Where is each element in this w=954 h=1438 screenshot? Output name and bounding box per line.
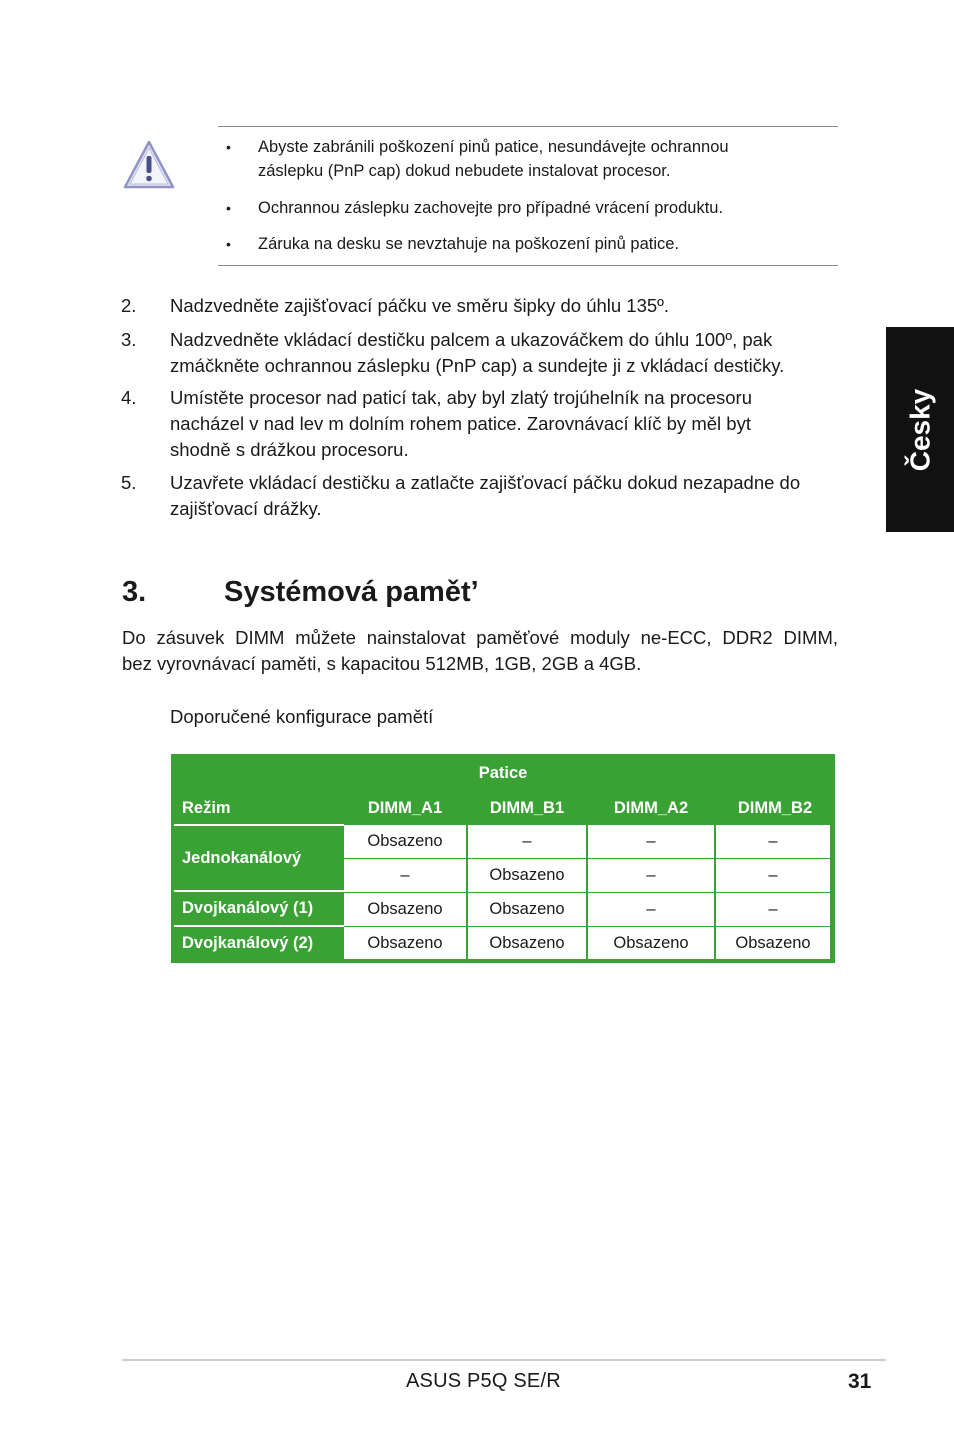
- step-number: 5.: [121, 472, 137, 493]
- caution-note-box: [218, 126, 838, 266]
- table-cell: Obsazeno: [588, 927, 714, 959]
- step-text: zajišťovací drážky.: [170, 498, 322, 519]
- table-cell: –: [468, 825, 586, 858]
- paragraph-line: bez vyrovnávací paměti, s kapacitou 512MB, 1GB, 2GB a 4GB.: [122, 653, 642, 674]
- note-bullet: •: [226, 139, 231, 155]
- section-number: 3.: [122, 576, 147, 608]
- table-cell: –: [716, 825, 830, 858]
- table-group-header: Patice: [478, 763, 528, 782]
- step-number: 3.: [121, 329, 137, 350]
- table-cell: Obsazeno: [344, 825, 466, 858]
- table-cell: Obsazeno: [716, 927, 830, 959]
- table-cell: –: [588, 893, 714, 926]
- table-row-mode: Dvojkanálový (1): [182, 899, 314, 917]
- step-text: nacházel v nad lev m dolním rohem patice. Zarovnávací klíč by měl byt: [170, 413, 751, 434]
- table-cell: –: [716, 893, 830, 926]
- section-title: Systémová pamět’: [224, 576, 479, 608]
- language-side-tab: [886, 327, 954, 532]
- table-header-mode: Režim: [182, 799, 231, 817]
- step-text: Uzavřete vkládací destičku a zatlačte zajišťovací páčku dokud nezapadne do: [170, 472, 801, 493]
- step-number: 2.: [121, 295, 137, 316]
- table-cell: –: [588, 825, 714, 858]
- table-row-mode: Dvojkanálový (2): [182, 934, 314, 952]
- step-number: 4.: [121, 387, 137, 408]
- step-text: Umístěte procesor nad paticí tak, aby byl zlatý trojúhelník na procesoru: [170, 387, 753, 408]
- warning-triangle-icon: [122, 139, 176, 191]
- step-text: shodně s drážkou procesoru.: [170, 439, 409, 460]
- table-cell: Obsazeno: [468, 927, 586, 959]
- note-text: Ochrannou záslepku zachovejte pro případné vrácení produktu.: [258, 199, 724, 217]
- note-text: Záruka na desku se nevztahuje na poškození pinů patice.: [258, 235, 680, 253]
- step-text: zmáčkněte ochrannou záslepku (PnP cap) a sundejte ji z vkládací destičky.: [170, 355, 785, 376]
- note-bullet: •: [226, 236, 231, 252]
- paragraph-line: Do zásuvek DIMM můžete nainstalovat paměťové moduly ne-ECC, DDR2 DIMM,: [122, 627, 838, 648]
- note-bullet: •: [226, 200, 231, 216]
- page-number: 31: [848, 1370, 872, 1393]
- table-header-dimm: DIMM_B1: [489, 799, 565, 817]
- step-text: Nadzvedněte vkládací destičku palcem a ukazováčkem do úhlu 100º, pak: [170, 329, 773, 350]
- table-caption: Doporučené konfigurace pamětí: [170, 706, 434, 727]
- table-header-dimm: DIMM_A1: [367, 799, 443, 817]
- table-cell: Obsazeno: [344, 927, 466, 959]
- table-header-dimm: DIMM_A2: [613, 799, 689, 817]
- table-header-dimm: DIMM_B2: [737, 799, 813, 817]
- note-text: Abyste zabránili poškození pinů patice, nesundávejte ochrannou: [258, 138, 729, 156]
- table-row-mode: Jednokanálový: [182, 848, 302, 867]
- footer-divider: [122, 1359, 886, 1361]
- footer-product-name: ASUS P5Q SE/R: [406, 1370, 561, 1392]
- language-label: Česky: [904, 388, 936, 471]
- table-cell: –: [344, 859, 466, 892]
- table-cell: Obsazeno: [344, 893, 466, 926]
- table-cell: –: [716, 859, 830, 892]
- step-text: Nadzvedněte zajišťovací páčku ve směru šipky do úhlu 135º.: [170, 295, 670, 316]
- table-cell: Obsazeno: [468, 859, 586, 892]
- note-text: záslepku (PnP cap) dokud nebudete instalovat procesor.: [258, 162, 671, 180]
- table-cell: Obsazeno: [468, 893, 586, 926]
- table-cell: –: [588, 859, 714, 892]
- memory-config-table: [171, 754, 835, 963]
- section-paragraph: [122, 625, 838, 677]
